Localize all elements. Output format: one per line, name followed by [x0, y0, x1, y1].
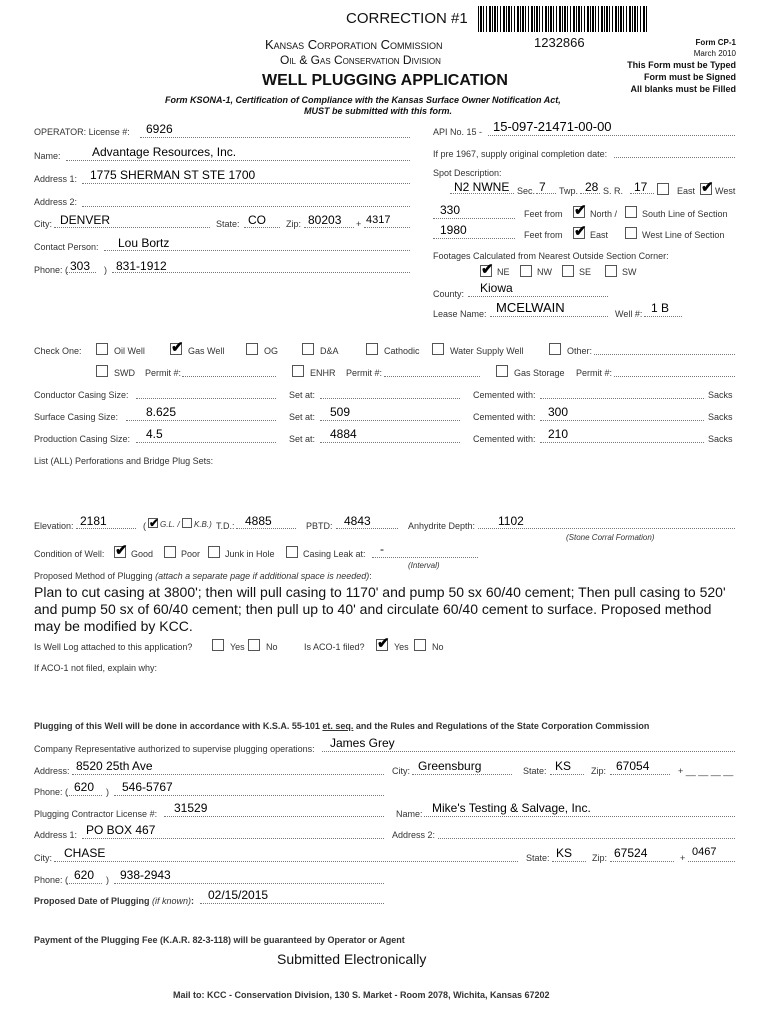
- correction-label: CORRECTION #1: [346, 10, 468, 27]
- west-label: West: [715, 186, 736, 196]
- other-label: Other:: [567, 346, 593, 356]
- well-log-no-label: No: [266, 642, 278, 652]
- api-label: API No. 15 -: [433, 127, 483, 137]
- gl-checkbox[interactable]: [148, 518, 158, 528]
- well-log-yes-checkbox[interactable]: [212, 639, 224, 651]
- check-icon: ✔: [115, 542, 128, 559]
- conductor-set-label: Set at:: [289, 390, 316, 400]
- contractor-phone-close: ): [106, 875, 109, 885]
- surface-cemented-label: Cemented with:: [473, 412, 536, 422]
- check-icon: ✔: [377, 635, 390, 652]
- condition-label: Condition of Well:: [34, 549, 105, 559]
- address1-label: Address 1:: [34, 174, 78, 184]
- rep-phone-close: ): [106, 787, 109, 797]
- pbtd-label: PBTD:: [306, 521, 333, 531]
- nw-checkbox[interactable]: [520, 265, 532, 277]
- oil-well-checkbox[interactable]: [96, 343, 108, 355]
- plug-method-text-1[interactable]: Plan to cut casing at 3800'; then will pull casing to 1170' and pump 50 sx 60/40 cement; Then pull casing to 520': [34, 584, 726, 600]
- operator-state-field[interactable]: CO: [248, 213, 266, 227]
- other-checkbox[interactable]: [549, 343, 561, 355]
- contractor-zip-label: Zip:: [592, 853, 608, 863]
- elevation-field[interactable]: 2181: [80, 514, 107, 528]
- junk-label: Junk in Hole: [225, 549, 275, 559]
- name-label: Name:: [34, 151, 61, 161]
- rep-zip-field[interactable]: 67054: [616, 759, 650, 773]
- contractor-address1-label: Address 1:: [34, 830, 78, 840]
- contractor-state-label: State:: [526, 853, 550, 863]
- footage-label: Footages Calculated from Nearest Outside Section Corner:: [433, 251, 669, 261]
- contractor-phone-field[interactable]: 938-2943: [120, 868, 171, 882]
- production-casing-label: Production Casing Size:: [34, 434, 131, 444]
- production-set-label: Set at:: [289, 434, 316, 444]
- enhr-checkbox[interactable]: [292, 365, 304, 377]
- license-field[interactable]: 6926: [146, 122, 173, 136]
- ne-checkbox[interactable]: [480, 261, 494, 278]
- production-cemented-label: Cemented with:: [473, 434, 536, 444]
- well-log-yes-label: Yes: [230, 642, 245, 652]
- well-log-label: Is Well Log attached to this application?: [34, 642, 193, 652]
- aco-yes-label: Yes: [394, 642, 409, 652]
- casing-leak-field[interactable]: -: [380, 542, 384, 556]
- form-note-filled: All blanks must be Filled: [630, 84, 736, 94]
- aco-yes-checkbox[interactable]: [376, 635, 390, 652]
- casing-leak-checkbox[interactable]: [286, 546, 298, 558]
- well-label: Well #:: [615, 309, 643, 319]
- spot-label: Spot Description:: [433, 168, 502, 178]
- cathodic-label: Cathodic: [384, 346, 420, 356]
- west-checkbox[interactable]: [700, 179, 714, 196]
- mail-address: Mail to: KCC - Conservation Division, 130 S. Market - Room 2078, Wichita, Kansas 67202: [173, 990, 550, 1000]
- good-checkbox[interactable]: [114, 542, 128, 559]
- county-label: County:: [433, 289, 465, 299]
- junk-checkbox[interactable]: [208, 546, 220, 558]
- stone-corral-label: (Stone Corral Formation): [566, 533, 655, 542]
- plug-method-text-2[interactable]: and pump 50 sx of 60/40 cement; then pull up to 40' and circulate 60/40 cement to surface. Proposed method: [34, 601, 712, 617]
- spot-field[interactable]: N2 NWNE: [454, 180, 510, 194]
- surface-sacks-label: Sacks: [708, 412, 733, 422]
- check-icon: ✔: [574, 223, 587, 240]
- lease-field[interactable]: MCELWAIN: [496, 300, 565, 315]
- state-label: State:: [216, 219, 240, 229]
- check-icon: ✔: [171, 339, 184, 356]
- aco-no-checkbox[interactable]: [414, 639, 426, 651]
- submitted-electronically: Submitted Electronically: [277, 951, 427, 967]
- feet-ns-field[interactable]: 330: [440, 203, 461, 217]
- county-field[interactable]: Kiowa: [480, 281, 513, 295]
- feet-ew-field[interactable]: 1980: [440, 223, 467, 237]
- lease-label: Lease Name:: [433, 309, 487, 319]
- contractor-license-field[interactable]: 31529: [174, 801, 208, 815]
- rep-city-label: City:: [392, 766, 410, 776]
- representative-label: Company Representative authorized to supervise plugging operations:: [34, 744, 315, 754]
- api-field[interactable]: 15-097-21471-00-00: [493, 119, 612, 134]
- feet-from-label-2: Feet from: [524, 230, 563, 240]
- production-sacks-label: Sacks: [708, 434, 733, 444]
- enhr-label: ENHR: [310, 368, 336, 378]
- water-supply-checkbox[interactable]: [432, 343, 444, 355]
- conductor-sacks-label: Sacks: [708, 390, 733, 400]
- plugging-statement: Plugging of this Well will be done in accordance with K.S.A. 55-101 et. seq. and the Rules and Regulations of the State Corporation Commission: [34, 721, 650, 731]
- form-id: Form CP-1: [695, 38, 736, 47]
- contact-label: Contact Person:: [34, 242, 99, 252]
- operator-zip4-field[interactable]: 4317: [366, 214, 391, 226]
- sw-label: SW: [622, 267, 637, 277]
- se-checkbox[interactable]: [562, 265, 574, 277]
- production-cement-field[interactable]: 210: [548, 427, 569, 441]
- production-set-field[interactable]: 4884: [330, 427, 357, 441]
- representative-field[interactable]: James Grey: [330, 736, 395, 750]
- east-label: East: [677, 186, 696, 196]
- conductor-cemented-label: Cemented with:: [473, 390, 536, 400]
- check-icon: ✔: [701, 179, 714, 196]
- swd-permit-label: Permit #:: [145, 368, 182, 378]
- td-field[interactable]: 4885: [245, 514, 272, 528]
- water-supply-label: Water Supply Well: [450, 346, 524, 356]
- sw-checkbox[interactable]: [605, 265, 617, 277]
- feet-from-label: Feet from: [524, 209, 563, 219]
- swd-label: SWD: [114, 368, 135, 378]
- well-field[interactable]: 1 B: [651, 301, 670, 315]
- plug-date-label: Proposed Date of Plugging (if known):: [34, 896, 195, 906]
- surface-set-label: Set at:: [289, 412, 316, 422]
- rep-address-field[interactable]: 8520 25th Ave: [76, 759, 153, 773]
- permit-number: 1232866: [534, 35, 585, 50]
- form-date: March 2010: [693, 49, 736, 58]
- south-checkbox[interactable]: [625, 206, 637, 218]
- sec-label: Sec.: [517, 186, 536, 196]
- pre1967-label: If pre 1967, supply original completion date:: [433, 149, 608, 159]
- gas-storage-checkbox[interactable]: [496, 365, 508, 377]
- check-one-label: Check One:: [34, 346, 82, 356]
- surface-cement-field[interactable]: 300: [548, 405, 569, 419]
- phone-label: Phone: (: [34, 265, 69, 275]
- rep-phone-field[interactable]: 546-5767: [122, 780, 173, 794]
- nw-label: NW: [537, 267, 552, 277]
- rep-city-field[interactable]: Greensburg: [418, 759, 482, 773]
- enhr-permit-label: Permit #:: [346, 368, 383, 378]
- operator-name-field[interactable]: Advantage Resources, Inc.: [92, 145, 237, 159]
- rep-phone-area-field[interactable]: 620: [74, 780, 95, 794]
- rep-address-label: Address:: [34, 766, 70, 776]
- se-label: SE: [579, 267, 592, 277]
- east-checkbox[interactable]: [657, 183, 669, 195]
- gas-storage-permit-label: Permit #:: [576, 368, 613, 378]
- contractor-city-field[interactable]: CHASE: [64, 846, 106, 860]
- contractor-state-field[interactable]: KS: [556, 846, 573, 860]
- city-label: City:: [34, 219, 52, 229]
- anhydrite-field[interactable]: 1102: [498, 514, 524, 528]
- form-subtitle: Form KSONA-1, Certification of Compliance with the Kansas Surface Owner Notification Act,: [165, 95, 561, 105]
- operator-address1-field[interactable]: 1775 SHERMAN ST STE 1700: [90, 168, 256, 182]
- east-line-checkbox[interactable]: [573, 223, 587, 240]
- south-label: South Line of Section: [642, 209, 728, 219]
- paren-open: (: [143, 521, 146, 531]
- gl-label: G.L. /: [160, 520, 180, 529]
- perforations-label: List (ALL) Perforations and Bridge Plug Sets:: [34, 456, 214, 466]
- agency-name: Kansas Corporation Commission: [265, 37, 443, 52]
- contractor-address2-label: Address 2:: [392, 830, 436, 840]
- east-line-label: East: [590, 230, 609, 240]
- rep-state-field[interactable]: KS: [555, 759, 572, 773]
- phone-close: ): [104, 265, 107, 275]
- contractor-zip4-field[interactable]: 0467: [692, 846, 717, 858]
- og-label: OG: [264, 346, 279, 356]
- swd-checkbox[interactable]: [96, 365, 108, 377]
- pbtd-field[interactable]: 4843: [344, 514, 371, 528]
- rep-zip-label: Zip:: [591, 766, 607, 776]
- rep-state-label: State:: [523, 766, 547, 776]
- plug-date-field[interactable]: 02/15/2015: [208, 888, 269, 902]
- address2-label: Address 2:: [34, 197, 78, 207]
- west-line-checkbox[interactable]: [625, 227, 637, 239]
- north-label: North /: [590, 209, 618, 219]
- sec-field[interactable]: 7: [539, 180, 546, 194]
- check-icon: ✔: [149, 516, 160, 530]
- form-subtitle-2: MUST be submitted with this form.: [304, 106, 452, 116]
- td-label: T.D.:: [216, 521, 235, 531]
- operator-city-field[interactable]: DENVER: [60, 213, 111, 227]
- interval-label: (Interval): [408, 561, 440, 570]
- twp-label: Twp.: [559, 186, 579, 196]
- kb-label: K.B.): [194, 520, 212, 529]
- poor-checkbox[interactable]: [164, 546, 176, 558]
- da-checkbox[interactable]: [302, 343, 314, 355]
- plug-method-text-3[interactable]: may be modified by KCC.: [34, 618, 193, 634]
- aco-explain-label: If ACO-1 not filed, explain why:: [34, 663, 158, 673]
- phone-area-field[interactable]: 303: [70, 259, 91, 273]
- range-field[interactable]: 17: [634, 180, 648, 194]
- anhydrite-label: Anhydrite Depth:: [408, 521, 476, 531]
- form-note-signed: Form must be Signed: [643, 72, 736, 82]
- operator-zip-field[interactable]: 80203: [308, 213, 342, 227]
- barcode: [478, 6, 648, 32]
- contractor-address1-field[interactable]: PO BOX 467: [86, 823, 156, 837]
- cathodic-checkbox[interactable]: [366, 343, 378, 355]
- gas-well-checkbox[interactable]: [170, 339, 184, 356]
- surface-set-field[interactable]: 509: [330, 405, 351, 419]
- aco-no-label: No: [432, 642, 444, 652]
- gas-well-label: Gas Well: [188, 346, 225, 356]
- fee-statement: Payment of the Plugging Fee (K.A.R. 82-3-118) will be guaranteed by Operator or Agent: [34, 935, 405, 945]
- elevation-label: Elevation:: [34, 521, 74, 531]
- twp-field[interactable]: 28: [585, 180, 599, 194]
- check-icon: ✔: [574, 202, 587, 219]
- contractor-zip-plus: +: [680, 853, 686, 863]
- contractor-name-label: Name:: [396, 809, 423, 819]
- well-log-no-checkbox[interactable]: [248, 639, 260, 651]
- poor-label: Poor: [181, 549, 201, 559]
- good-label: Good: [131, 549, 154, 559]
- surface-casing-label: Surface Casing Size:: [34, 412, 119, 422]
- contractor-license-label: Plugging Contractor License #:: [34, 809, 158, 819]
- license-label: OPERATOR: License #:: [34, 127, 130, 137]
- contractor-name-field[interactable]: Mike's Testing & Salvage, Inc.: [432, 801, 591, 815]
- oil-well-label: Oil Well: [114, 346, 145, 356]
- casing-leak-label: Casing Leak at:: [303, 549, 366, 559]
- zip-label: Zip:: [286, 219, 302, 229]
- conductor-casing-label: Conductor Casing Size:: [34, 390, 129, 400]
- range-label: S. R.: [603, 186, 624, 196]
- contractor-phone-label: Phone: (: [34, 875, 69, 885]
- contractor-city-label: City:: [34, 853, 52, 863]
- plug-method-label: Proposed Method of Plugging (attach a separate page if additional space is needed):: [34, 571, 372, 581]
- check-icon: ✔: [481, 261, 494, 278]
- zip-plus: +: [356, 219, 362, 229]
- phone-field[interactable]: 831-1912: [116, 259, 167, 273]
- da-label: D&A: [320, 346, 339, 356]
- contractor-zip-field[interactable]: 67524: [614, 846, 648, 860]
- contact-field[interactable]: Lou Bortz: [118, 236, 170, 250]
- division-name: Oil & Gas Conservation Division: [280, 53, 441, 67]
- gas-storage-label: Gas Storage: [514, 368, 565, 378]
- form-note-typed: This Form must be Typed: [627, 60, 736, 70]
- ne-label: NE: [497, 267, 510, 277]
- rep-zip-plus: + __ __ __ __: [678, 766, 734, 776]
- og-checkbox[interactable]: [246, 343, 258, 355]
- aco-label: Is ACO-1 filed?: [304, 642, 365, 652]
- north-checkbox[interactable]: [573, 202, 587, 219]
- production-casing-field[interactable]: 4.5: [146, 427, 163, 441]
- surface-casing-field[interactable]: 8.625: [146, 405, 177, 419]
- form-title: WELL PLUGGING APPLICATION: [262, 72, 508, 89]
- kb-checkbox[interactable]: [182, 518, 192, 528]
- contractor-phone-area-field[interactable]: 620: [74, 868, 95, 882]
- rep-phone-label: Phone: (: [34, 787, 69, 797]
- west-line-label: West Line of Section: [642, 230, 725, 240]
